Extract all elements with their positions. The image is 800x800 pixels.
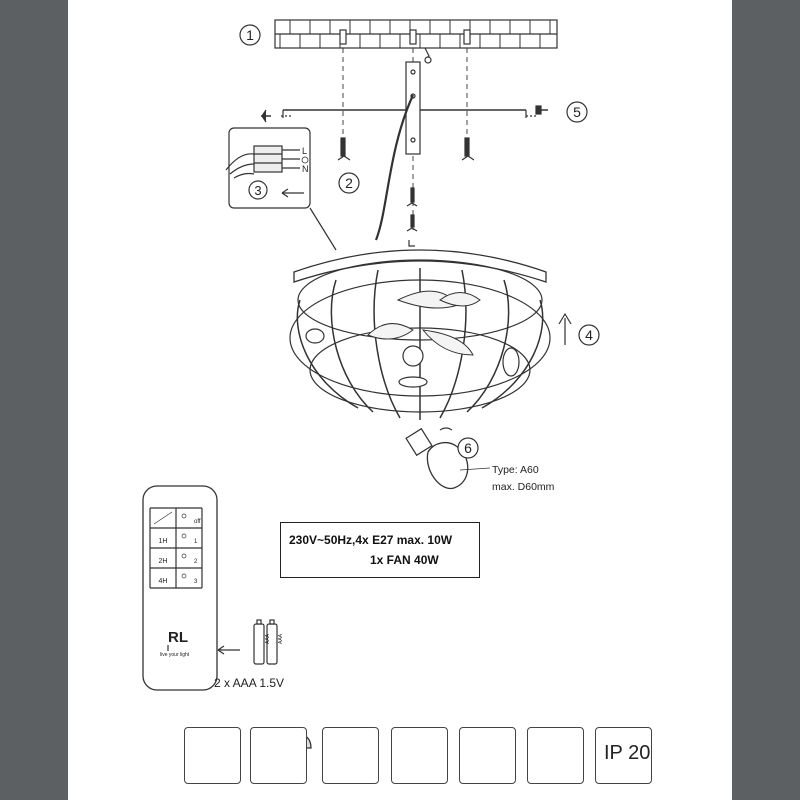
brand-logo: RL [168,629,188,646]
svg-text:L: L [302,146,308,156]
push-up-arrow [559,314,571,345]
electrical-specs-box [280,522,480,578]
earth-box [459,727,516,784]
svg-text:6: 6 [464,440,472,456]
svg-text:5: 5 [573,104,581,120]
svg-text:off: off [194,519,201,525]
not-flammable-box [250,727,307,784]
ip-rating-box [595,727,652,784]
svg-text:1: 1 [246,27,254,43]
distance-box [527,727,584,784]
callout-4 [579,325,599,345]
svg-text:N: N [302,164,309,174]
a60-bulb [406,428,490,488]
wiring-detail [226,128,336,250]
svg-text:2H: 2H [158,558,168,565]
svg-text:4: 4 [585,327,593,343]
svg-text:3: 3 [254,183,262,198]
spec-line-2: 1x FAN 40W [370,553,439,567]
timer-box [391,727,448,784]
bulb-type: Type: A60 [492,464,539,476]
svg-text:1H: 1H [158,538,168,545]
spec-line-1: 230V~50Hz,4x E27 max. 10W [289,533,453,547]
callout-5 [567,102,587,122]
bulb-type-label [492,462,554,496]
bulb-max-diameter: max. D60mm [492,481,555,493]
callout-1 [240,25,260,45]
battery-label: 2 x AAA 1.5V [214,676,285,690]
instruction-sheet [68,0,732,800]
installation-diagram [68,0,732,800]
svg-text:live your light: live your light [160,652,190,658]
svg-text:1: 1 [194,539,198,545]
ceiling-brick-wall [275,20,557,48]
drill-guide-lines [343,48,467,230]
speeds-box [322,727,379,784]
svg-text:AAA: AAA [278,633,284,644]
ceiling-fan-fixture [290,240,550,420]
callout-2 [339,173,359,193]
callout-3 [249,181,267,199]
svg-text:AAA: AAA [265,633,271,644]
svg-text:3: 3 [194,579,198,585]
svg-text:2: 2 [194,559,198,565]
svg-text:4H: 4H [158,578,168,585]
svg-text:2: 2 [345,175,353,191]
indoor-use-box [184,727,241,784]
aaa-batteries [254,620,284,664]
ip-rating-text: IP 20 [604,742,651,764]
battery-insert-arrow [218,646,240,654]
remote-control [143,486,217,690]
callout-6 [458,438,478,458]
